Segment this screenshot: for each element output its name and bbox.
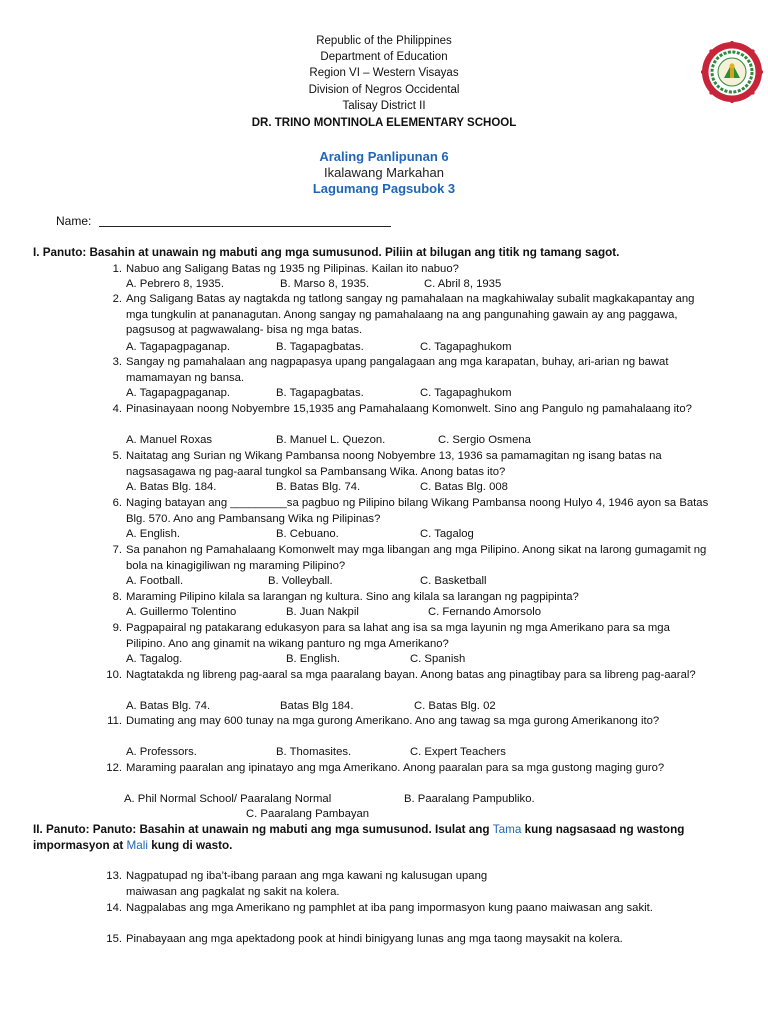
option-a[interactable]: A. Phil Normal School/ Paaralang Normal [124,793,332,805]
option-b[interactable]: B. Juan Nakpil [286,606,359,618]
option-c[interactable]: C. Batas Blg. 02 [414,700,496,712]
question-13: 13. Nagpatupad ng iba’t-ibang paraan ang mga kawani ng kalusugan upang maiwasan ang pagkalat ng sakit na kolera. [106,870,488,898]
option-a[interactable]: A. Batas Blg. 184. [126,481,217,493]
option-a[interactable]: A. Tagapagpaganap. [126,387,231,399]
tama-keyword: Tama [492,823,522,836]
question-1: 1. Nabuo ang Saligang Batas ng 1935 ng Pilipinas. Kailan ito nabuo? [112,263,459,275]
option-b[interactable]: B. Cebuano. [276,528,339,540]
option-b[interactable]: B. English. [286,653,341,665]
header-line-region: Region VI – Western Visayas [309,67,459,80]
option-c[interactable]: C. Sergio Osmena [438,434,531,446]
question-5: 5. Naitatag ang Surian ng Wikang Pambansa noong Nobyembre 13, 1936 sa pamamagitan ng isang batas na nagsasagawa ng pag-aaral tungkol sa Pambansang Wika. Anong batas ito? [112,450,662,478]
option-a[interactable]: A. Guillermo Tolentino [126,606,237,618]
option-a[interactable]: A. Professors. [126,746,197,758]
question-8: 8. Maraming Pilipino kilala sa larangan ng kultura. Sino ang kilala sa larangan ng pagpipinta? [112,591,579,603]
school-name: DR. TRINO MONTINOLA ELEMENTARY SCHOOL [251,117,517,130]
option-c[interactable]: C. Abril 8, 1935 [424,278,502,290]
question-10: 10. Nagtatakda ng libreng pag-aaral sa mga paaralang bayan. Anong batas ang pinagtibay para sa libreng pag-aaral? [106,669,696,681]
option-b[interactable]: B. Marso 8, 1935. [280,278,370,290]
part2-instruction: II. Panuto: Panuto: Basahin at unawain ng mabuti ang mga sumusunod. Isulat ang Tama kung nagsasaad ng wastong impormasyon at Mali kung di wasto. [33,823,685,852]
option-b[interactable]: B. Tagapagbatas. [276,341,364,353]
test-titles [0,149,768,197]
option-a[interactable]: A. Tagapagpaganap. [126,341,231,353]
option-a[interactable]: A. Tagalog. [126,653,183,665]
question-2: 2. Ang Saligang Batas ay nagtakda ng tatlong sangay ng pamahalaan na magkahiwalay subalit magkakapantay ang mga tungkulin at pananagutan. Anong sangay ng pamahalaang na ang pangunahing gawain ay ang paggawa, pagsusog at pagwawalang- bisa ng mga batas. [112,293,695,337]
option-c[interactable]: C. Paaralang Pambayan [246,808,370,820]
header-line-district: Talisay District II [342,99,426,112]
option-c[interactable]: C. Basketball [420,575,487,587]
part1-instruction: I. Panuto: Basahin at unawain ng mabuti ang mga sumusunod. Piliin at bilugan ang titik ng tamang sagot. [33,246,620,259]
question-15: 15. Pinabayaan ang mga apektadong pook at hindi binigyang lunas ang mga taong maysakit na kolera. [106,933,623,945]
question-3: 3. Sangay ng pamahalaan ang nagpapasya upang pangalagaan ang mga karapatan, buhay, ari-arian ng bawat mamamayan ng bansa. [112,356,669,384]
name-blank-line[interactable] [99,214,391,227]
name-label: Name: [56,214,92,228]
question-7: 7. Sa panahon ng Pamahalaang Komonwelt may mga libangan ang mga Pilipino. Anong sikat na larong gumagamit ng bola na kinagigiliwan ng maraming Pilipino? [112,544,707,572]
header-line-division: Division of Negros Occidental [308,83,460,96]
header-line-republic: Republic of the Philippines [316,35,452,47]
option-c[interactable]: C. Fernando Amorsolo [428,606,542,618]
question-9: 9. Pagpapairal ng patakarang edukasyon para sa lahat ang isa sa mga layunin ng mga Amerikano para sa mga Pilipino. Ano ang ginamit na wikang panturo ng mga Amerikano? [112,622,670,650]
name-row [56,214,391,228]
letterhead [0,33,768,131]
header-line-department: Department of Education [320,51,448,64]
subject-title: Araling Panlipunan 6 [319,149,449,164]
option-a[interactable]: A. English. [126,528,181,540]
option-c[interactable]: C. Batas Blg. 008 [420,481,508,493]
option-c[interactable]: C. Spanish [410,653,466,665]
option-b[interactable]: B. Tagapagbatas. [276,387,364,399]
question-6: 6. Naging batayan ang _________sa pagbuo ng Pilipino bilang Wikang Pambansa noong Hulyo 4, 1946 ayon sa Batas Blg. 570. Ano ang Pambansang Wika ng Pilipinas? [112,497,709,525]
question-14: 14. Nagpalabas ang mga Amerikano ng pamphlet at iba pang impormasyon kung paano maiwasan ang sakit. [106,902,653,914]
question-12: 12. Maraming paaralan ang ipinatayo ang mga Amerikano. Anong paaralan para sa mga gustong maging guro? [106,762,665,774]
option-b[interactable]: Batas Blg 184. [280,700,354,712]
option-a[interactable]: A. Football. [126,575,184,587]
option-c[interactable]: C. Tagalog [420,528,474,540]
option-b[interactable]: B. Batas Blg. 74. [276,481,361,493]
mali-keyword: Mali [126,839,148,852]
option-a[interactable]: A. Batas Blg. 74. [126,700,211,712]
option-a[interactable]: A. Pebrero 8, 1935. [126,278,224,290]
option-c[interactable]: C. Expert Teachers [410,746,506,758]
test-title: Lagumang Pagsubok 3 [312,181,456,196]
option-b[interactable]: B. Paaralang Pampubliko. [404,793,535,805]
option-c[interactable]: C. Tagapaghukom [420,387,512,399]
quarter-title: Ikalawang Markahan [324,165,444,180]
question-4: 4. Pinasinayaan noong Nobyembre 15,1935 ang Pamahalaang Komonwelt. Sino ang Pangulo ng pamahalaang ito? [112,403,692,415]
school-seal-logo [700,40,764,104]
option-b[interactable]: B. Thomasites. [276,746,352,758]
option-b[interactable]: B. Manuel L. Quezon. [276,434,386,446]
option-b[interactable]: B. Volleyball. [268,575,333,587]
option-c[interactable]: C. Tagapaghukom [420,341,512,353]
question-11: 11. Dumating ang may 600 tunay na mga gurong Amerikano. Ano ang tawag sa mga gurong Amerikanong ito? [107,715,660,727]
option-a[interactable]: A. Manuel Roxas [126,434,213,446]
